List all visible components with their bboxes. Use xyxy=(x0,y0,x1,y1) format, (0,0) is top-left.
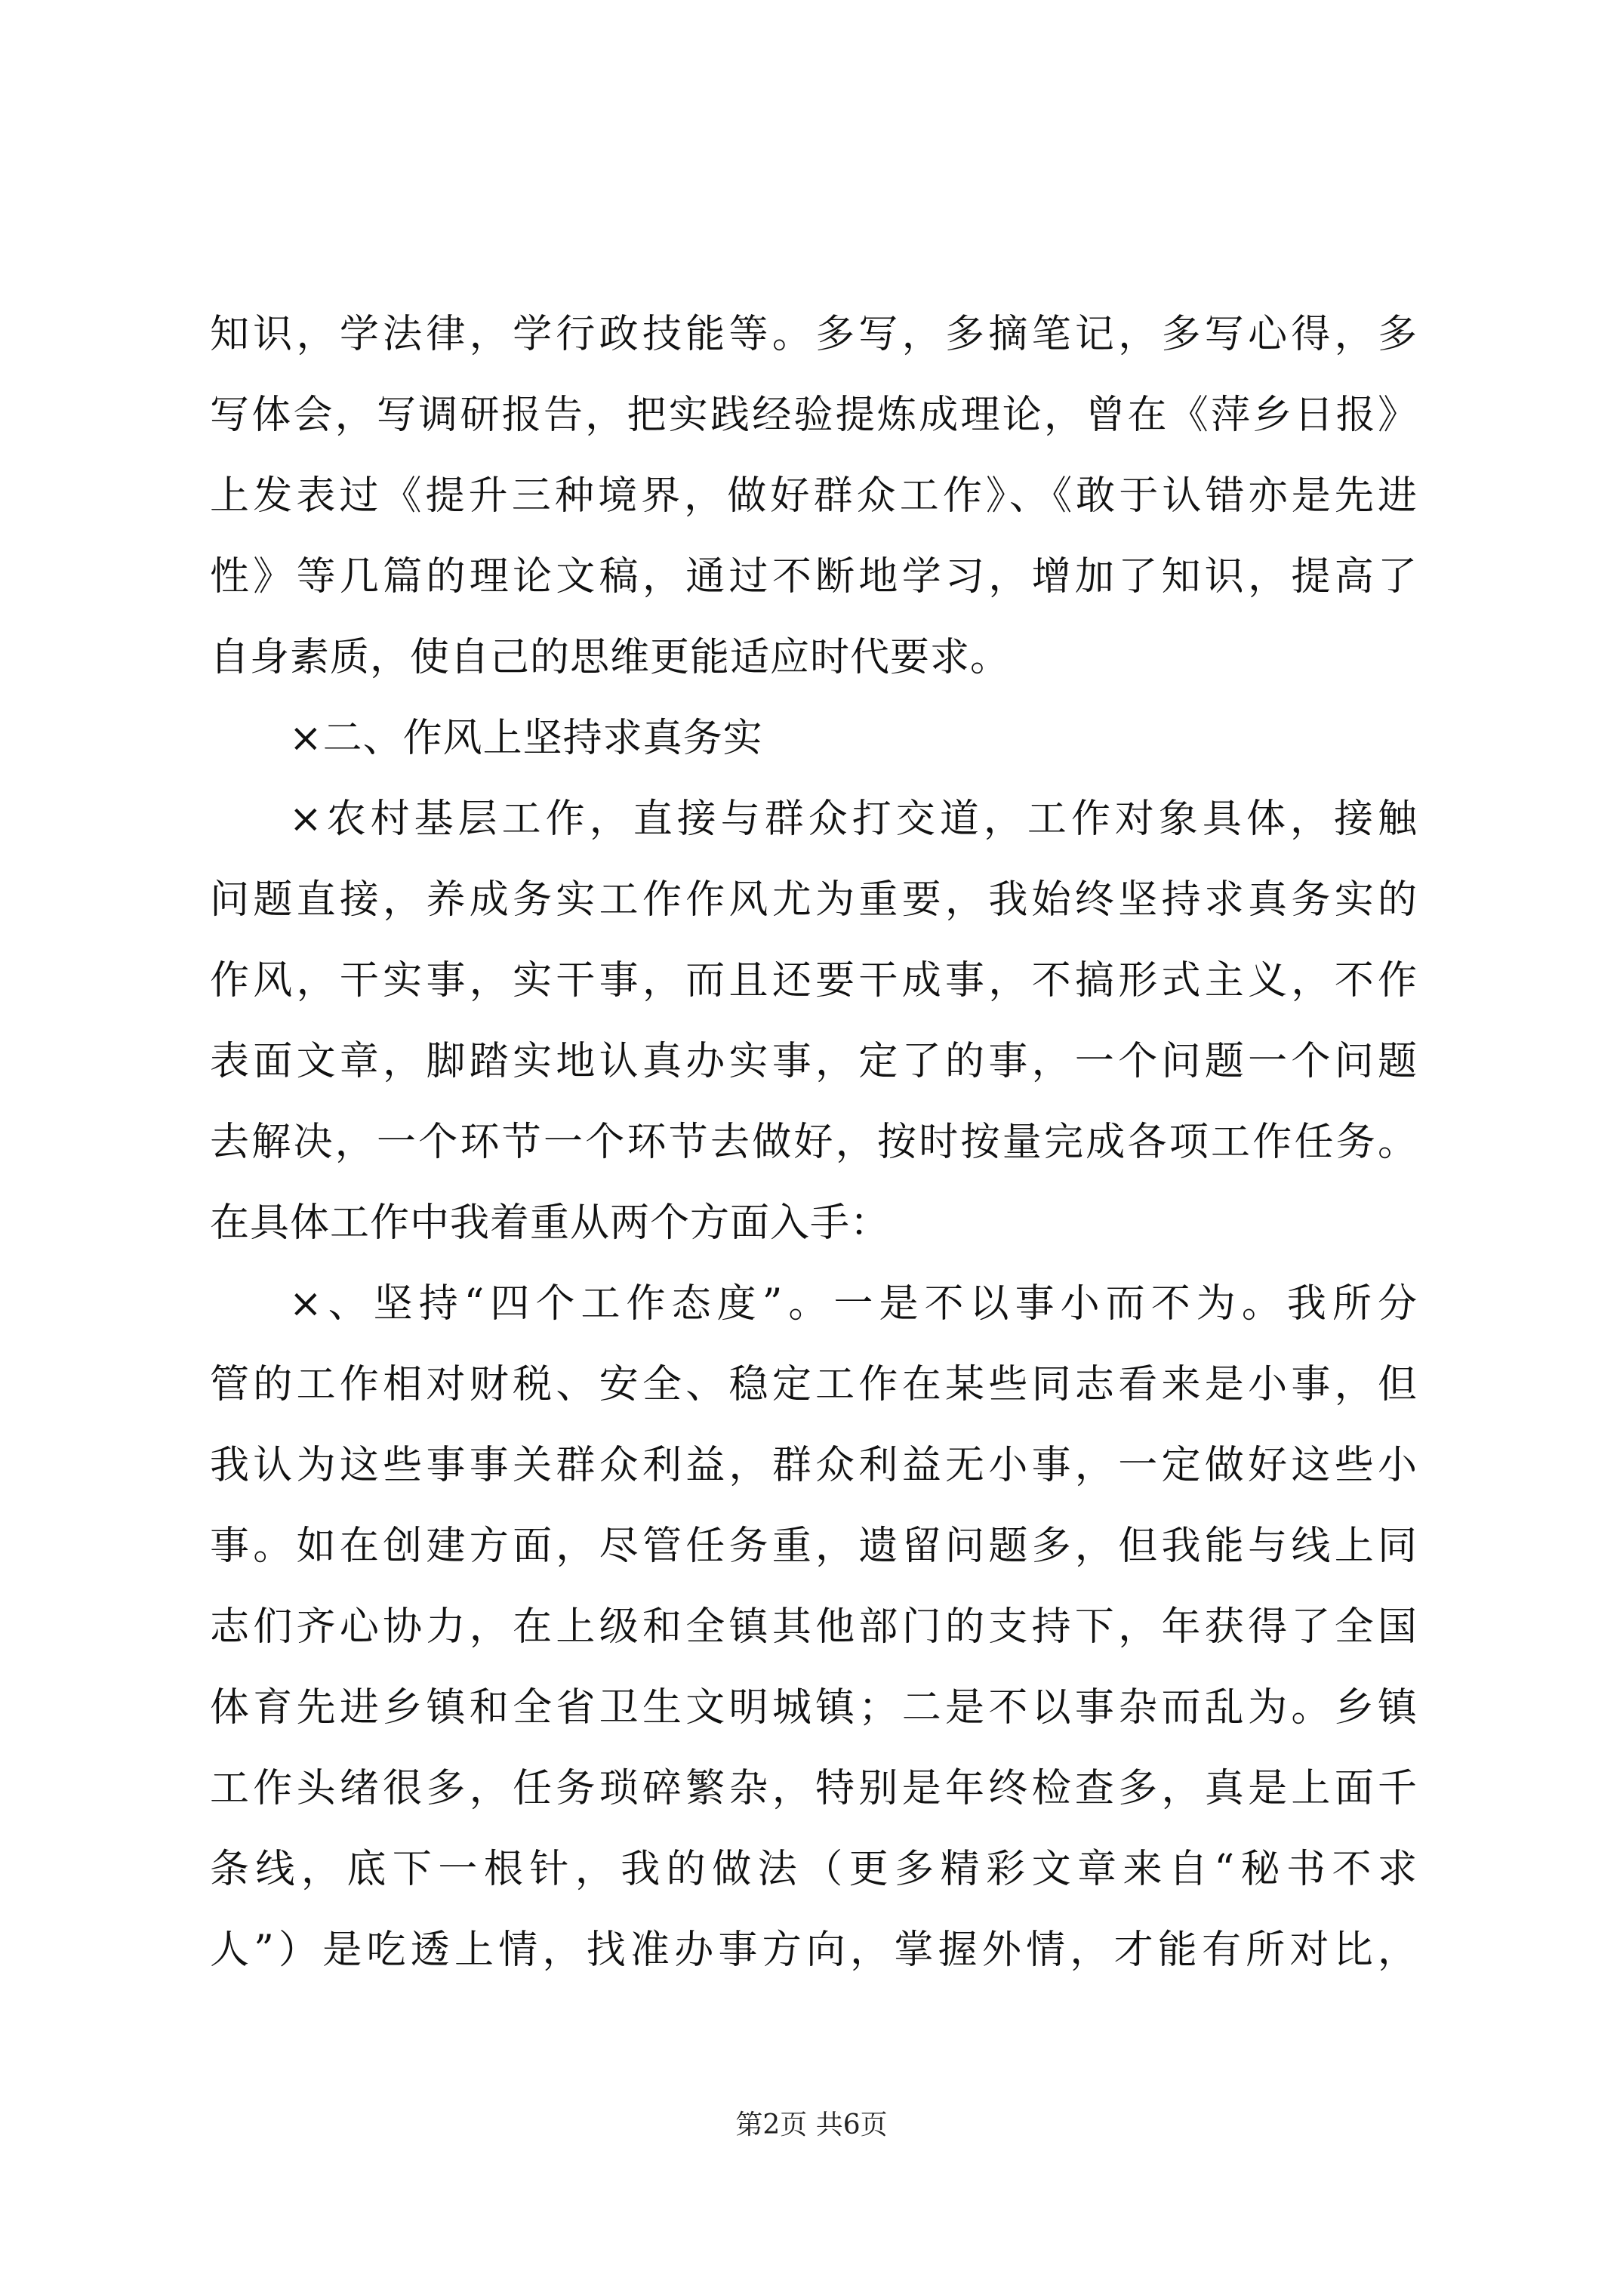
page-footer xyxy=(0,2106,1623,2144)
text-line: 体育先进乡镇和全省卫生文明城镇；二是不以事杂而乱为。乡镇 xyxy=(210,1685,1418,1730)
body-text xyxy=(210,294,1418,1991)
text-line: 志们齐心协力，在上级和全镇其他部门的支持下，年获得了全国 xyxy=(210,1604,1418,1650)
section-heading: ×二、作风上坚持求真务实 xyxy=(289,716,763,761)
text-line: 写体会，写调研报告，把实践经验提炼成理论，曾在《萍乡日报》 xyxy=(210,393,1418,438)
text-line: 人”）是吃透上情，找准办事方向，掌握外情，才能有所对比， xyxy=(210,1928,1418,1973)
text-line: 在具体工作中我着重从两个方面入手： xyxy=(210,1200,891,1246)
text-line: 性》等几篇的理论文稿，通过不断地学习，增加了知识，提高了 xyxy=(210,554,1418,599)
text-line: 管的工作相对财税、安全、稳定工作在某些同志看来是小事，但 xyxy=(210,1362,1418,1407)
text-line: 知识，学法律，学行政技能等。多写，多摘笔记，多写心得，多 xyxy=(210,312,1418,357)
text-line: 上发表过《提升三种境界，做好群众工作》、《敢于认错亦是先进 xyxy=(210,473,1418,519)
text-line: 条线，底下一根针，我的做法（更多精彩文章来自“秘书不求 xyxy=(210,1847,1418,1892)
text-line: ×、坚持“四个工作态度”。一是不以事小而不为。我所分 xyxy=(289,1281,1418,1327)
page-number-label: 第2页 共6页 xyxy=(735,2110,888,2140)
text-line: 去解决，一个环节一个环节去做好，按时按量完成各项工作任务。 xyxy=(210,1120,1418,1165)
text-line: 自身素质，使自己的思维更能适应时代要求。 xyxy=(210,635,1011,680)
text-line: 问题直接，养成务实工作作风尤为重要，我始终坚持求真务实的 xyxy=(210,877,1418,923)
text-line: ×农村基层工作，直接与群众打交道，工作对象具体，接触 xyxy=(289,797,1418,842)
text-line: 我认为这些事事关群众利益，群众利益无小事，一定做好这些小 xyxy=(210,1443,1418,1488)
text-line: 事。如在创建方面，尽管任务重，遗留问题多，但我能与线上同 xyxy=(210,1524,1418,1569)
text-line: 工作头绪很多，任务琐碎繁杂，特别是年终检查多，真是上面千 xyxy=(210,1766,1418,1811)
text-line: 表面文章，脚踏实地认真办实事，定了的事，一个问题一个问题 xyxy=(210,1039,1418,1084)
text-line: 作风，干实事，实干事，而且还要干成事，不搞形式主义，不作 xyxy=(210,958,1418,1003)
